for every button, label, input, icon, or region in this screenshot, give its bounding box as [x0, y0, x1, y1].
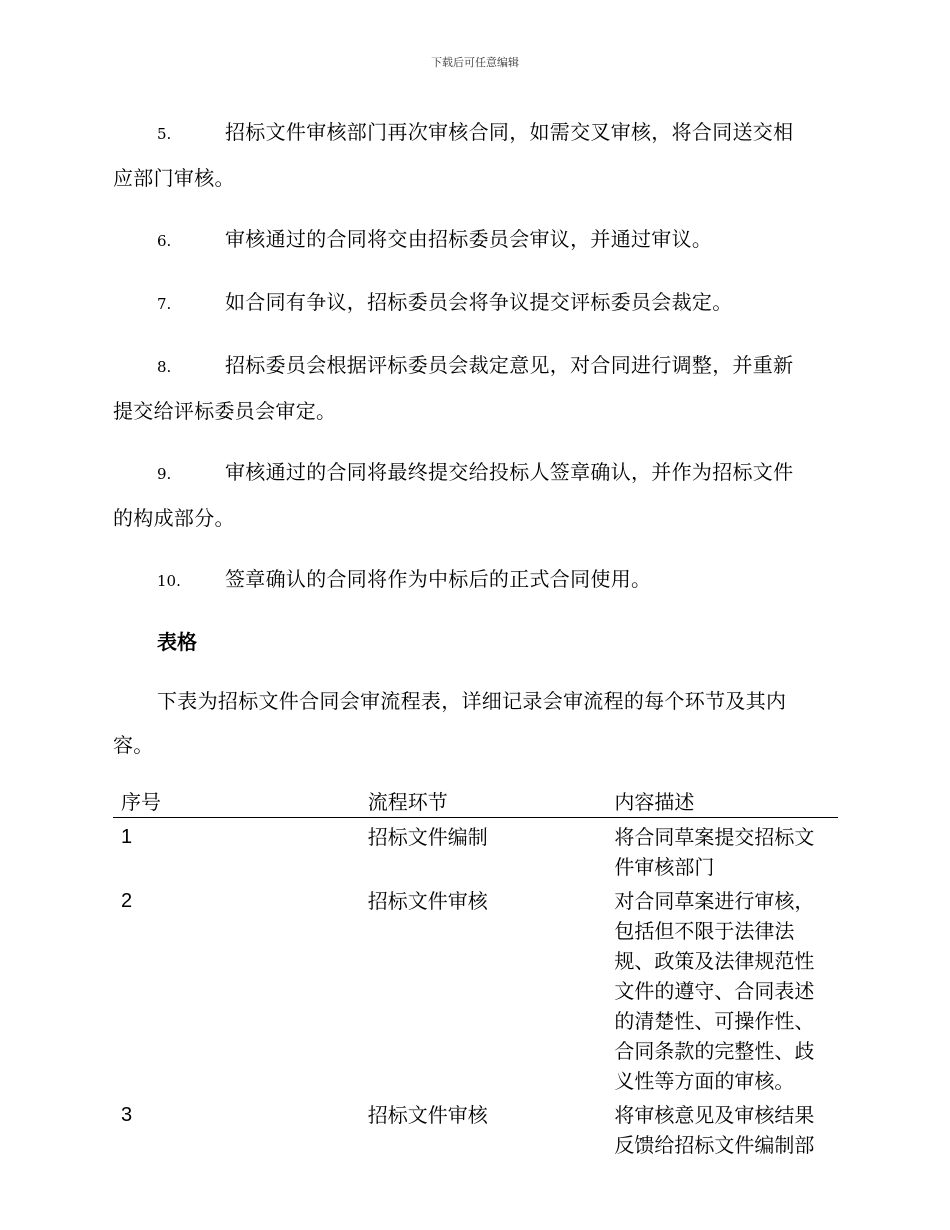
row-description	[606, 1096, 838, 1160]
table-row	[113, 1096, 838, 1160]
description-line: 合同条款的完整性、歧	[614, 1039, 815, 1063]
list-item-5	[113, 110, 838, 200]
item-number: 7.	[157, 295, 172, 313]
row-description	[606, 818, 838, 883]
row-description	[606, 882, 838, 1096]
description-line: 件审核部门	[614, 855, 715, 879]
description-line: 规、政策及法律规范性	[614, 949, 815, 973]
item-text: 审核通过的合同将交由招标委员会审议，并通过审议。	[225, 227, 713, 251]
column-header-number: 序号	[113, 787, 360, 818]
item-number: 9.	[157, 465, 172, 483]
list-item-7	[113, 280, 838, 326]
item-text-continued: 应部门审核。	[113, 166, 235, 190]
row-step: 招标文件审核	[367, 889, 488, 913]
column-header-description: 内容描述	[606, 787, 838, 818]
table-row	[113, 818, 838, 883]
item-text: 招标文件审核部门再次审核合同，如需交叉审核，将合同送交相	[225, 120, 794, 144]
list-item-8	[113, 343, 838, 433]
intro-paragraph	[113, 679, 838, 767]
item-number: 5.	[157, 125, 172, 143]
item-text: 如合同有争议，招标委员会将争议提交评标委员会裁定。	[225, 290, 733, 314]
row-number: 2	[121, 890, 133, 912]
item-text: 审核通过的合同将最终提交给投标人签章确认，并作为招标文件	[225, 460, 794, 484]
description-line: 文件的遵守、合同表述	[614, 979, 815, 1003]
item-number: 8.	[157, 358, 172, 376]
list-item-6	[113, 217, 838, 263]
description-line: 对合同草案进行审核，	[614, 889, 815, 913]
list-item-10	[113, 557, 838, 603]
item-number: 10.	[157, 572, 181, 590]
description-line: 包括但不限于法律法	[614, 919, 795, 943]
page-header: 下载后可任意编辑	[431, 56, 519, 69]
intro-line: 下表为招标文件合同会审流程表，详细记录会审流程的每个环节及其内	[157, 689, 787, 713]
process-table	[113, 787, 838, 1160]
item-number: 6.	[157, 232, 172, 250]
item-text: 招标委员会根据评标委员会裁定意见，对合同进行调整，并重新	[225, 353, 794, 377]
row-step: 招标文件编制	[367, 825, 488, 849]
item-text-continued: 提交给评标委员会审定。	[113, 399, 337, 423]
description-line: 义性等方面的审核。	[614, 1069, 795, 1093]
description-line: 的清楚性、可操作性、	[614, 1009, 815, 1033]
document-body	[113, 110, 838, 1160]
column-header-step: 流程环节	[360, 787, 607, 818]
table-row	[113, 882, 838, 1096]
intro-line: 容。	[113, 733, 154, 757]
row-step: 招标文件审核	[367, 1103, 488, 1127]
description-line: 将合同草案提交招标文	[614, 825, 815, 849]
description-line: 反馈给招标文件编制部	[614, 1133, 815, 1157]
row-number: 1	[121, 826, 133, 848]
description-line: 将审核意见及审核结果	[614, 1103, 815, 1127]
section-title: 表格	[157, 630, 197, 654]
item-text-continued: 的构成部分。	[113, 506, 235, 530]
table-header-row	[113, 787, 838, 818]
item-text: 签章确认的合同将作为中标后的正式合同使用。	[225, 567, 652, 591]
row-number: 3	[121, 1104, 133, 1126]
list-item-9	[113, 450, 838, 540]
